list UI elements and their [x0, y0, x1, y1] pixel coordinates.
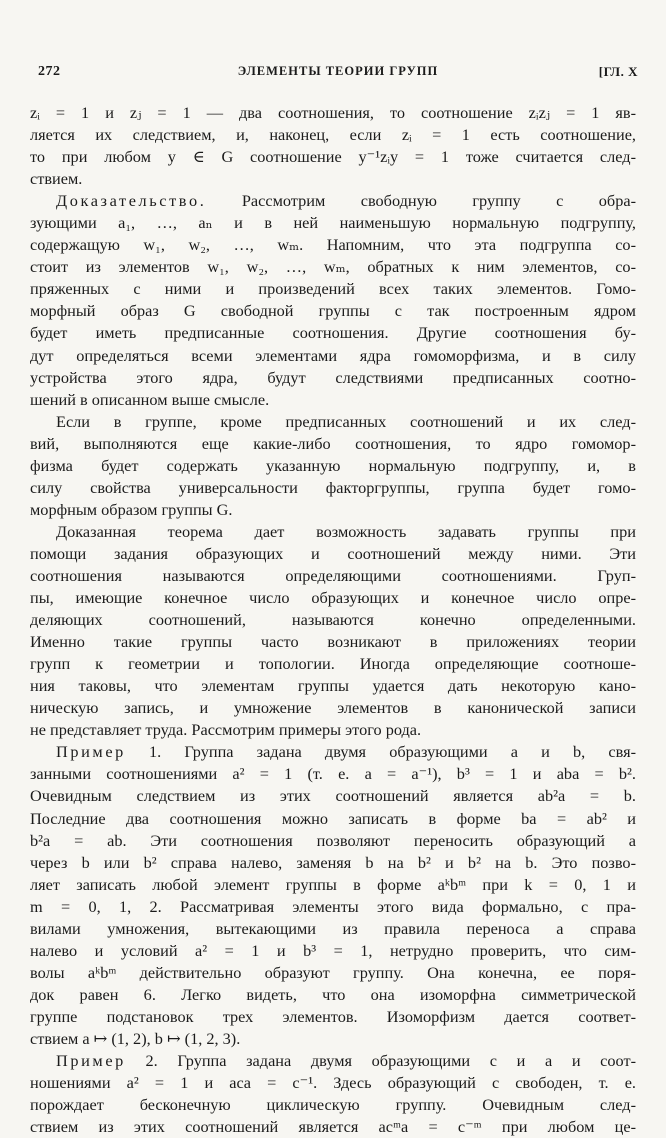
- text-line: ствием из этих соотношений является acᵐa = c⁻ᵐ при любом це-: [30, 1117, 636, 1137]
- text-line: физма будет содержать указанную нормальную подгруппу, и, в: [30, 455, 636, 475]
- text-line: ляет записать любой элемент группы в форме aᵏbᵐ при k = 0, 1 и: [30, 874, 636, 894]
- example-lead: Пример: [56, 1051, 126, 1071]
- text-line: Очевидным следствием из этих соотношений является ab²a = b.: [30, 786, 636, 806]
- text-line: zᵢ = 1 и zⱼ = 1 — два соотношения, то соотношение zᵢzⱼ = 1 яв-: [30, 103, 636, 122]
- text-line: ническую запись, и умножение элементов в канонической записи: [30, 698, 636, 718]
- page-number: 272: [38, 64, 61, 79]
- text-line: волы aᵏbᵐ действительно образуют группу. Она конечна, ее поря-: [30, 962, 636, 982]
- paragraph: [30, 411, 636, 521]
- text-line: m = 0, 1, 2. Рассматривая элементы этого вида формально, с пра-: [30, 896, 636, 916]
- text-line: содержащую w₁, w₂, …, wₘ. Напомним, что эта подгруппа со-: [30, 235, 636, 255]
- text-line: ляется их следствием, и, наконец, если zᵢ = 1 есть соотношение,: [30, 125, 636, 145]
- text-line: дут определяться всеми элементами ядра гомоморфизма, и в силу: [30, 345, 636, 365]
- text-line: не представляет труда. Рассмотрим примеры этого рода.: [30, 720, 422, 740]
- text-line-rest: Рассмотрим свободную группу с обра-: [206, 191, 636, 211]
- text-line: пряженных с ними и произведений всех таких элементов. Гомо-: [30, 279, 636, 299]
- text-line-rest: 2. Группа задана двумя образующими c и a и соот-: [125, 1051, 636, 1071]
- text-line: Последние два соотношения можно записать в форме ba = ab² и: [30, 808, 636, 828]
- text-line: через b или b² справа налево, заменяя b на b² и b² на b. Это позво-: [30, 852, 636, 872]
- text-line: ношениями a² = 1 и aca = c⁻¹. Здесь образующий c свободен, т. е.: [30, 1073, 636, 1093]
- text-line: группе подстановок трех элементов. Изоморфизм дается соответ-: [30, 1006, 636, 1026]
- example-lead: Пример: [56, 742, 126, 762]
- running-title: ЭЛЕМЕНТЫ ТЕОРИИ ГРУПП: [237, 64, 439, 78]
- text-line: ния таковы, что элементам группы удается дать некоторую кано-: [30, 676, 636, 696]
- text-line: налево и условий a² = 1 и b³ = 1, нетрудно проверить, что сим-: [30, 940, 636, 960]
- text-line: занными соотношениями a² = 1 (т. е. a = a⁻¹), b³ = 1 и aba = b².: [30, 764, 636, 784]
- text-line-first: [30, 741, 636, 763]
- text-line: вилами умножения, вытекающими из правила переноса a справа: [30, 918, 636, 938]
- text-line: деляющих соотношений, называются конечно определенными.: [30, 610, 636, 630]
- text-line: устройства этого ядра, будут следствиями предписанных соотно-: [30, 367, 636, 387]
- text-line: групп к геометрии и топологии. Иногда определяющие соотноше-: [30, 654, 636, 674]
- paragraph-example-1: [30, 741, 636, 1050]
- text-line: шений в описанном выше смысле.: [30, 389, 270, 409]
- text-line: силу свойства универсальности факторгруппы, группа будет гомо-: [30, 477, 636, 497]
- paragraph: [30, 521, 636, 741]
- text-line-rest: 1. Группа задана двумя образующими a и b, свя-: [125, 742, 636, 762]
- paragraph-proof: [30, 190, 636, 410]
- text-line: ствием.: [30, 169, 83, 189]
- text-line: Доказанная теорема дает возможность задавать группы при: [56, 521, 636, 541]
- text-line: зующими a₁, …, aₙ и в ней наименьшую нормальную подгруппу,: [30, 213, 636, 233]
- text-line: Если в группе, кроме предписанных соотношений и их след-: [56, 411, 636, 431]
- text-line: b²a = ab. Эти соотношения позволяют переносить образующий a: [30, 830, 636, 850]
- text-line: пы, имеющие конечное число образующих и конечное число опре-: [30, 588, 636, 608]
- chapter-label: [ГЛ. X: [598, 64, 638, 79]
- proof-lead: Доказательство.: [56, 191, 207, 211]
- text-line-first: [30, 190, 636, 212]
- text-line: порождает бесконечную циклическую группу. Очевидным след-: [30, 1095, 636, 1115]
- text-line: соотношения называются определяющими соотношениями. Груп-: [30, 565, 636, 585]
- text-line: будет иметь предписанные соотношения. Другие соотношения бу-: [30, 323, 636, 343]
- text-line: стоит из элементов w₁, w₂, …, wₘ, обратных к ним элементов, со-: [30, 257, 636, 277]
- text-line: то при любом y ∈ G соотношение y⁻¹zᵢy = 1 тоже считается след-: [30, 147, 636, 167]
- text-line: морфным образом группы G.: [30, 499, 233, 519]
- page-body: [30, 102, 636, 1138]
- text-line: вий, выполняются еще какие-либо соотношения, то ядро гомомор-: [30, 433, 636, 453]
- text-line-first: [30, 1050, 636, 1072]
- paragraph-continuation: [30, 102, 636, 190]
- page-header: [38, 64, 638, 84]
- text-line: ствием a ↦ (1, 2), b ↦ (1, 2, 3).: [30, 1028, 241, 1048]
- text-line: помощи задания образующих и соотношений между ними. Эти: [30, 543, 636, 563]
- paragraph-example-2: [30, 1050, 636, 1138]
- text-line: Именно такие группы часто возникают в приложениях теории: [30, 632, 636, 652]
- text-line: морфный образ G свободной группы с так построенным ядром: [30, 301, 636, 321]
- text-line: док равен 6. Легко видеть, что она изоморфна симметрической: [30, 984, 636, 1004]
